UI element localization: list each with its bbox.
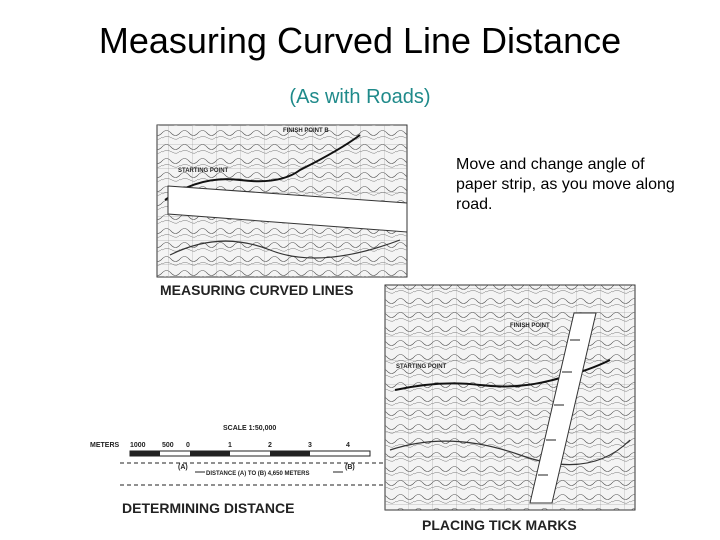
slide-subtitle: (As with Roads) (289, 86, 431, 108)
caption-determining-distance: DETERMINING DISTANCE (122, 500, 295, 516)
scale-tick-1: 1 (228, 442, 232, 449)
slide-title: Measuring Curved Line Distance (98, 20, 622, 61)
map-tick-marks (385, 285, 635, 510)
scale-tick-4: 4 (346, 442, 350, 449)
point-a-label: (A) (178, 464, 188, 471)
caption-curved-lines: MEASURING CURVED LINES (160, 282, 354, 298)
scale-label: SCALE 1:50,000 (223, 425, 277, 432)
map2-start-label: STARTING POINT (396, 364, 447, 370)
point-b-label: (B) (345, 464, 355, 471)
scale-tick-500: 500 (162, 442, 174, 449)
caption-tick-marks: PLACING TICK MARKS (422, 517, 577, 533)
scale-tick-2: 2 (268, 442, 272, 449)
scale-tick-1000: 1000 (130, 442, 146, 449)
map2-finish-label: FINISH POINT (510, 323, 550, 329)
distance-label: DISTANCE (A) TO (B) 4,650 METERS (206, 471, 310, 477)
map-curved-lines (157, 125, 407, 277)
scale-tick-3: 3 (308, 442, 312, 449)
scale-tick-0: 0 (186, 442, 190, 449)
scale-bar (90, 425, 385, 485)
map1-start-label: STARTING POINT (178, 168, 229, 174)
map1-finish-label: FINISH POINT B (283, 128, 329, 134)
meters-label: METERS (90, 442, 120, 449)
instruction-note: Move and change angle of paper strip, as you move along road. (456, 156, 675, 213)
